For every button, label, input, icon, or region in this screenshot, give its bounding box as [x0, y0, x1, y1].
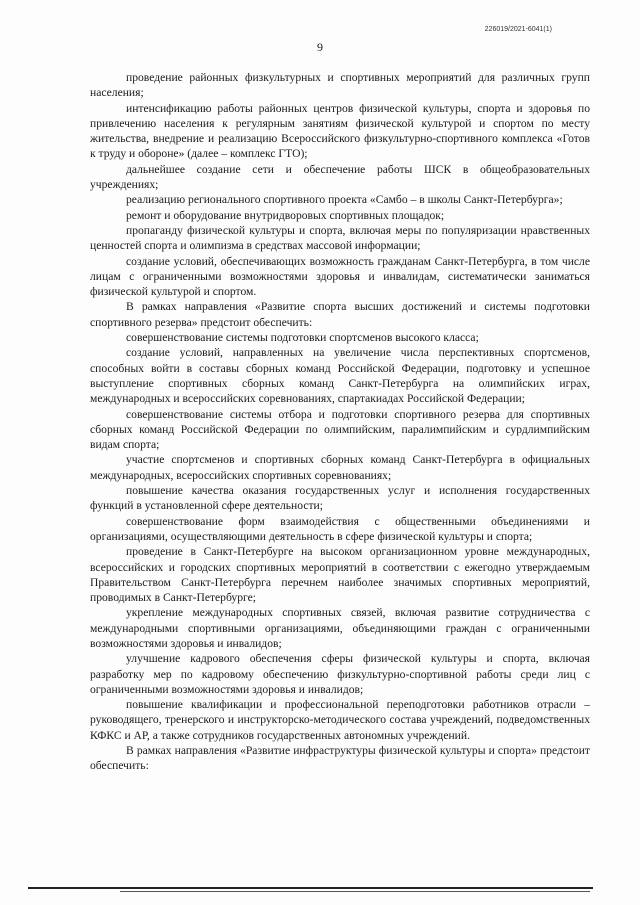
paragraph: совершенствование системы отбора и подготовки спортивного резерва для спортивных сборных команд Российской Федерации по олимпийским, паралимпийским и сурдлимпийским видам спорта;	[90, 407, 590, 452]
document-body	[90, 70, 590, 774]
paragraph: повышение качества оказания государственных услуг и исполнения государственных функций в установленной сфере деятельности;	[90, 484, 590, 513]
paragraph: улучшение кадрового обеспечения сферы физической культуры и спорта, включая разработку мер по кадровому обеспечению физкультурно-спортивной работы среди лиц с ограниченными возможностями здоровья и инвалидов;	[90, 652, 590, 696]
paragraph: укрепление международных спортивных связей, включая развитие сотрудничества с международными спортивными организациями, объединяющими граждан с ограниченными возможностями здоровья и инвалидов;	[90, 606, 590, 650]
paragraph: повышение квалификации и профессиональной переподготовки работников отрасли – руководящего, тренерского и инструкторско-методического состава учреждений, подведомственных КФКС и АР, а также сотрудников государственных автономных учреждений.	[90, 698, 590, 742]
paragraph: реализацию регионального спортивного проекта «Самбо – в школы Санкт-Петербурга»;	[126, 193, 563, 207]
paragraph: участие спортсменов и спортивных сборных команд Санкт-Петербурга в официальных международных, всероссийских спортивных соревнованиях;	[90, 453, 590, 482]
document-id: 226019/2021-6041(1)	[484, 26, 552, 33]
paragraph: совершенствование системы подготовки спортсменов высокого класса;	[126, 331, 479, 345]
paragraph: интенсификацию работы районных центров физической культуры, спорта и здоровья по привлечению населения к регулярным занятиям физической культурой и спортом по месту жительства, внедрение и реализацию Всероссийского физкультурно-спортивного комплекса «Готов к труду и обороне» (далее – комплекс ГТО);	[90, 101, 590, 161]
paragraph: В рамках направления «Развитие инфраструктуры физической культуры и спорта» предстоит обеспечить:	[90, 744, 590, 773]
paragraph: создание условий, обеспечивающих возможность гражданам Санкт-Петербурга, в том числе лицам с ограниченными возможностями здоровья и инвалидам, систематически заниматься физической культурой и спортом.	[90, 254, 590, 299]
footer-divider-secondary	[120, 891, 590, 892]
paragraph: В рамках направления «Развитие спорта высших достижений и системы подготовки спортивного резерва» предстоит обеспечить:	[90, 300, 590, 329]
paragraph: проведение районных физкультурных и спортивных мероприятий для различных групп населения;	[90, 71, 590, 100]
footer-divider	[28, 887, 593, 889]
paragraph: проведение в Санкт-Петербурге на высоком организационном уровне международных, всероссийских и городских спортивных мероприятий в соответствии с ежегодно утверждаемым Правительством Санкт-Петербурга перечнем наиболее значимых спортивных мероприятий, проводимых в Санкт-Петербурге;	[90, 545, 590, 605]
paragraph: ремонт и оборудование внутридворовых спортивных площадок;	[126, 208, 445, 222]
paragraph: пропаганду физической культуры и спорта, включая меры по популяризации нравственных ценностей спорта и олимпизма в средствах массовой информации;	[90, 223, 590, 253]
paragraph: дальнейшее создание сети и обеспечение работы ШСК в общеобразовательных учреждениях;	[90, 162, 590, 192]
paragraph: совершенствование форм взаимодействия с общественными объединениями и организациями, осуществляющими деятельность в сфере физической культуры и спорта;	[90, 514, 590, 543]
paragraph: создание условий, направленных на увеличение числа перспективных спортсменов, способных войти в составы сборных команд Российской Федерации, подготовку и успешное выступление спортивных сборных команд Санкт-Петербурга на олимпийских играх, международных и всероссийских соревнованиях, спартакиадах Российской Федерации;	[90, 346, 590, 406]
page-number: 9	[317, 40, 323, 54]
